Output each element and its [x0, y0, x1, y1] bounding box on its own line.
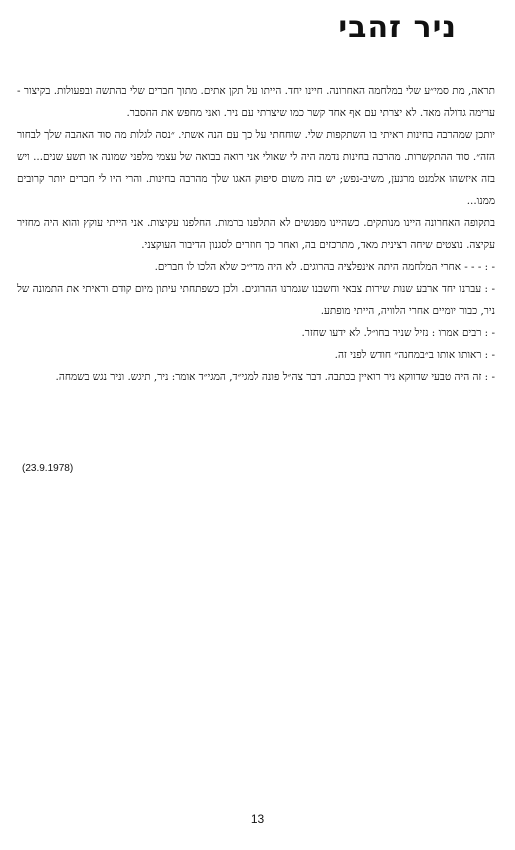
body-text	[17, 80, 495, 388]
paragraph-7: - : ראותו אותו ב״במחנה״ חודש לפני זה.	[334, 349, 495, 361]
paragraph-6: - : רבים אמרו : נזיל שניר בחו״ל. לא ידעו שחזר.	[301, 327, 495, 339]
page-title: ניר זהבי	[338, 10, 457, 45]
paragraph-2: יותכן שמהרבה בחינות ראיתי בו השתקפות שלי. שוחחתי על כך עם הנה אשתי. ״נסה לגלות מה סוד האהבה שלך לבחור הזה״. סוד ההתקשרות. מהרבה בחינות נדמה היה לי שאולי אני רואה בבואה של עצמי מלפני שמונה או תשע שנים... ויש בזה איזשהו אלמנט מרגען, משיב-נפש; יש בזה משום סיפוק האגו שלך מהרבה בחינות. והרי היו לי חברים יותר קרובים ממנו...	[17, 129, 495, 207]
date-note: (23.9.1978)	[22, 463, 74, 474]
page-number: 13	[250, 812, 265, 826]
paragraph-5: - : עברנו יחד ארבע שנות שירות צבאי וחשבנו שגמרנו ההרוגים. ולכן כשפתחתי עיתון מיום קודם וראיתי את התמונה של ניר, כבור יומיים אחרי הלוויה, הייתי מופתע.	[17, 283, 495, 317]
paragraph-1: תראה, מת סמי״ע שלי במלחמה האחרונה. חיינו יחד. הייתו על תקן אתים. מתוך חברים שלי בהתשה ובפעולות. בקיצור - ערימה גדולה מאד. לא יצרתי עם אף אחד קשר כמו שיצרתי עם ניר. ואני מחפש את ההסבר.	[17, 85, 495, 119]
paragraph-3: בתקופה האחרונה היינו מנותקים. כשהיינו מפגשים לא התלפנו ברמות. החלפנו עקיצות. אני הייתי עוקץ והוא היה מחזיר עקיצה. נוצטים שיחה רצינית מאד, מתרכזים בה, ואחר כך חוזרים לסגנון הדיבור העוקצני.	[17, 217, 495, 251]
paragraph-8: - : זה היה טבעי שדווקא ניר רואיין בכתבה. דבר צה״ל פונה למגי״ד, המגי״ד אומר: ניר, תיגש. וניר נגש בשמחה.	[55, 371, 495, 383]
paragraph-4: - : - - - אחרי המלחמה היתה אינפלציה בהרוגים. לא היה מדי״כ שלא הלכו לו חברים.	[154, 261, 495, 273]
